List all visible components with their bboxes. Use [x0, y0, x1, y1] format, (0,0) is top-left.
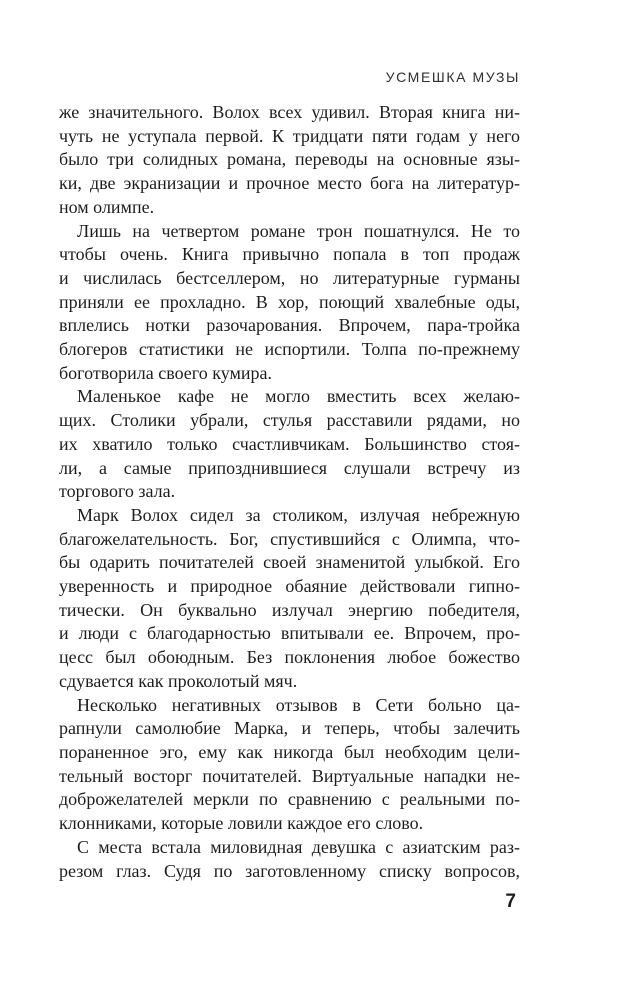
text-line: клонниками, которые ловили каждое его слово. [59, 813, 424, 834]
text-line: рапнули самолюбие Марка, и теперь, чтобы залечить [59, 718, 520, 739]
text-line: уверенность и природное обаяние действовали гипно- [59, 576, 520, 597]
paragraph [59, 385, 520, 504]
text-line: бы одарить почитателей своей знаменитой улыбкой. Его [59, 552, 520, 573]
text-line: и люди с благодарностью впитывали ее. Впрочем, про- [59, 623, 520, 644]
text-line: боготворила своего кумира. [59, 362, 272, 383]
text-line: С места встала миловидная девушка с азиатским раз- [77, 836, 520, 857]
paragraph [59, 836, 520, 883]
text-line: было три солидных романа, переводы на основные язы- [59, 149, 520, 170]
text-line: ки, две экранизации и прочное место бога на литератур- [59, 173, 520, 194]
text-line: резом глаз. Судя по заготовленному списку вопросов, [59, 860, 520, 881]
text-line: и числилась бестселлером, но литературные гурманы [59, 267, 520, 288]
text-line: Маленькое кафе не могло вместить всех желаю- [77, 386, 520, 407]
page-number: 7 [505, 891, 516, 912]
text-line: чуть не уступала первой. К тридцати пяти годам у него [59, 125, 520, 146]
paragraph [59, 220, 520, 386]
page-text [59, 101, 520, 883]
text-line: щих. Столики убрали, стулья расставили рядами, но [59, 410, 520, 431]
text-line: чтобы очень. Книга привычно попала в топ продаж [59, 244, 520, 265]
text-line: приняли ее прохладно. В хор, поющий хвалебные оды, [59, 291, 520, 312]
text-line: цесс был обоюдным. Без поклонения любое божество [59, 647, 520, 668]
text-line: доброжелателей меркли по сравнению с реальными по- [59, 789, 520, 810]
text-line: же значительного. Волох всех удивил. Вторая книга ни- [59, 102, 520, 122]
text-line: благожелательность. Бог, спустившийся с Олимпа, что- [59, 528, 520, 549]
text-line: Лишь на четвертом романе трон пошатнулся. Не то [77, 220, 520, 241]
text-line: ли, а самые припозднившиеся слушали встречу из [59, 457, 520, 478]
paragraph [59, 694, 520, 836]
text-line: пораненное эго, ему как никогда был необходим цели- [59, 741, 520, 762]
paragraph [59, 504, 520, 694]
text-line: блогеров статистики не испортили. Толпа по-прежнему [59, 339, 520, 360]
running-header: УСМЕШКА МУЗЫ [385, 69, 520, 85]
paragraph [59, 101, 520, 220]
text-line: их хватило только счастливчикам. Большинство стоя- [59, 433, 520, 454]
text-line: тельный восторг почитателей. Виртуальные нападки не- [59, 765, 520, 786]
text-line: сдувается как проколотый мяч. [59, 670, 298, 691]
text-line: Несколько негативных отзывов в Сети больно ца- [77, 694, 520, 715]
text-line: торгового зала. [59, 481, 176, 502]
text-line: вплелись нотки разочарования. Впрочем, пара-тройка [59, 315, 520, 336]
text-line: тически. Он буквально излучал энергию победителя, [59, 599, 520, 620]
text-line: Марк Волох сидел за столиком, излучая небрежную [77, 504, 520, 525]
text-line: ном олимпе. [59, 196, 155, 217]
